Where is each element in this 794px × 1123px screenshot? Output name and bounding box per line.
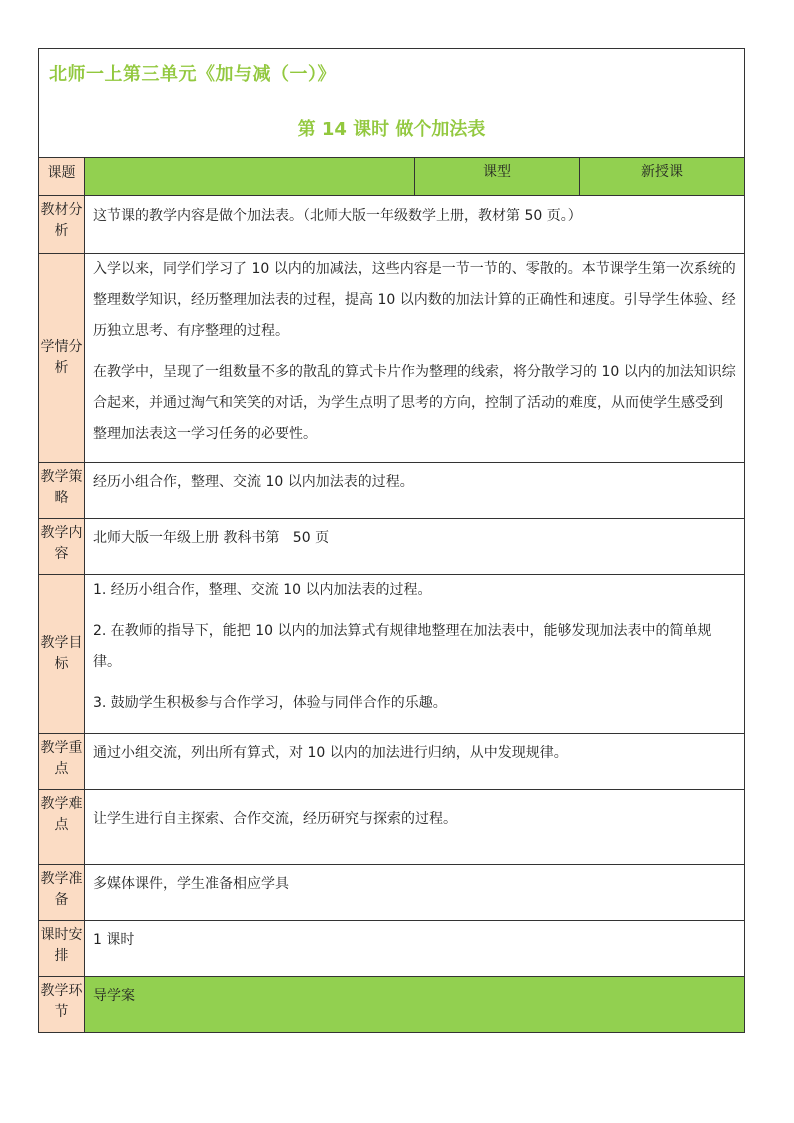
goal-item: 1. 经历小组合作，整理、交流 10 以内加法表的过程。 — [93, 582, 432, 598]
xueqing-paragraph-1: 入学以来，同学们学习了 10 以内的加减法，这些内容是一节一节的、零散的。本节课学生第一次系统的整理数学知识，经历整理加法表的过程，提高 10 以内数的加法计算的正确性和速度。引导学生体验、经历独立思考、有序整理的过程。 — [93, 261, 736, 339]
row-difficulty — [39, 790, 745, 865]
row-focus — [39, 734, 745, 790]
keti-value — [85, 158, 415, 196]
label-time: 课时安排 — [39, 921, 85, 977]
time-text: 1 课时 — [85, 921, 745, 977]
row-phase — [39, 977, 745, 1033]
lesson-plan-sheet — [38, 48, 744, 1033]
analysis-text: 这节课的教学内容是做个加法表。（北师大版一年级数学上册，教材第 50 页。） — [85, 196, 745, 254]
row-time — [39, 921, 745, 977]
row-xueqing — [39, 254, 745, 463]
lesson-type-value: 新授课 — [580, 158, 745, 196]
difficulty-text: 让学生进行自主探索、合作交流，经历研究与探索的过程。 — [85, 790, 745, 865]
goal-item: 2. 在教师的指导下，能把 10 以内的加法算式有规律地整理在加法表中，能够发现加法表中的简单规律。 — [93, 623, 712, 670]
content-text: 北师大版一年级上册 教科书第 50 页 — [85, 519, 745, 575]
lesson-plan-table — [38, 48, 745, 1033]
label-focus: 教学重点 — [39, 734, 85, 790]
label-keti: 课题 — [39, 158, 85, 196]
goals-cell — [85, 575, 745, 734]
xueqing-paragraph-2: 在教学中，呈现了一组数量不多的散乱的算式卡片作为整理的线索，将分散学习的 10 以内的加法知识综合起来，并通过淘气和笑笑的对话，为学生点明了思考的方向，控制了活动的难度，从而使学生感受到整理加法表这一学习任务的必要性。 — [93, 364, 736, 442]
row-goals — [39, 575, 745, 734]
row-keti — [39, 158, 745, 196]
xueqing-cell — [85, 254, 745, 463]
focus-text: 通过小组交流，列出所有算式，对 10 以内的加法进行归纳，从中发现规律。 — [85, 734, 745, 790]
prep-text: 多媒体课件，学生准备相应学具 — [85, 865, 745, 921]
label-phase: 教学环节 — [39, 977, 85, 1033]
strategy-text: 经历小组合作，整理、交流 10 以内加法表的过程。 — [85, 463, 745, 519]
label-prep: 教学准备 — [39, 865, 85, 921]
label-analysis: 教材分析 — [39, 196, 85, 254]
lesson-title: 第 14 课时 做个加法表 — [297, 119, 486, 140]
header-cell — [39, 49, 745, 158]
phase-text: 导学案 — [85, 977, 745, 1033]
label-difficulty: 教学难点 — [39, 790, 85, 865]
row-prep — [39, 865, 745, 921]
label-strategy: 教学策略 — [39, 463, 85, 519]
goal-item: 3. 鼓励学生积极参与合作学习，体验与同伴合作的乐趣。 — [93, 695, 447, 711]
row-content — [39, 519, 745, 575]
row-strategy — [39, 463, 745, 519]
unit-title: 北师一上第三单元《加与减（一）》 — [49, 64, 336, 85]
row-analysis — [39, 196, 745, 254]
label-lesson-type: 课型 — [415, 158, 580, 196]
label-content: 教学内容 — [39, 519, 85, 575]
label-xueqing: 学情分析 — [39, 254, 85, 463]
label-goals: 教学目标 — [39, 575, 85, 734]
